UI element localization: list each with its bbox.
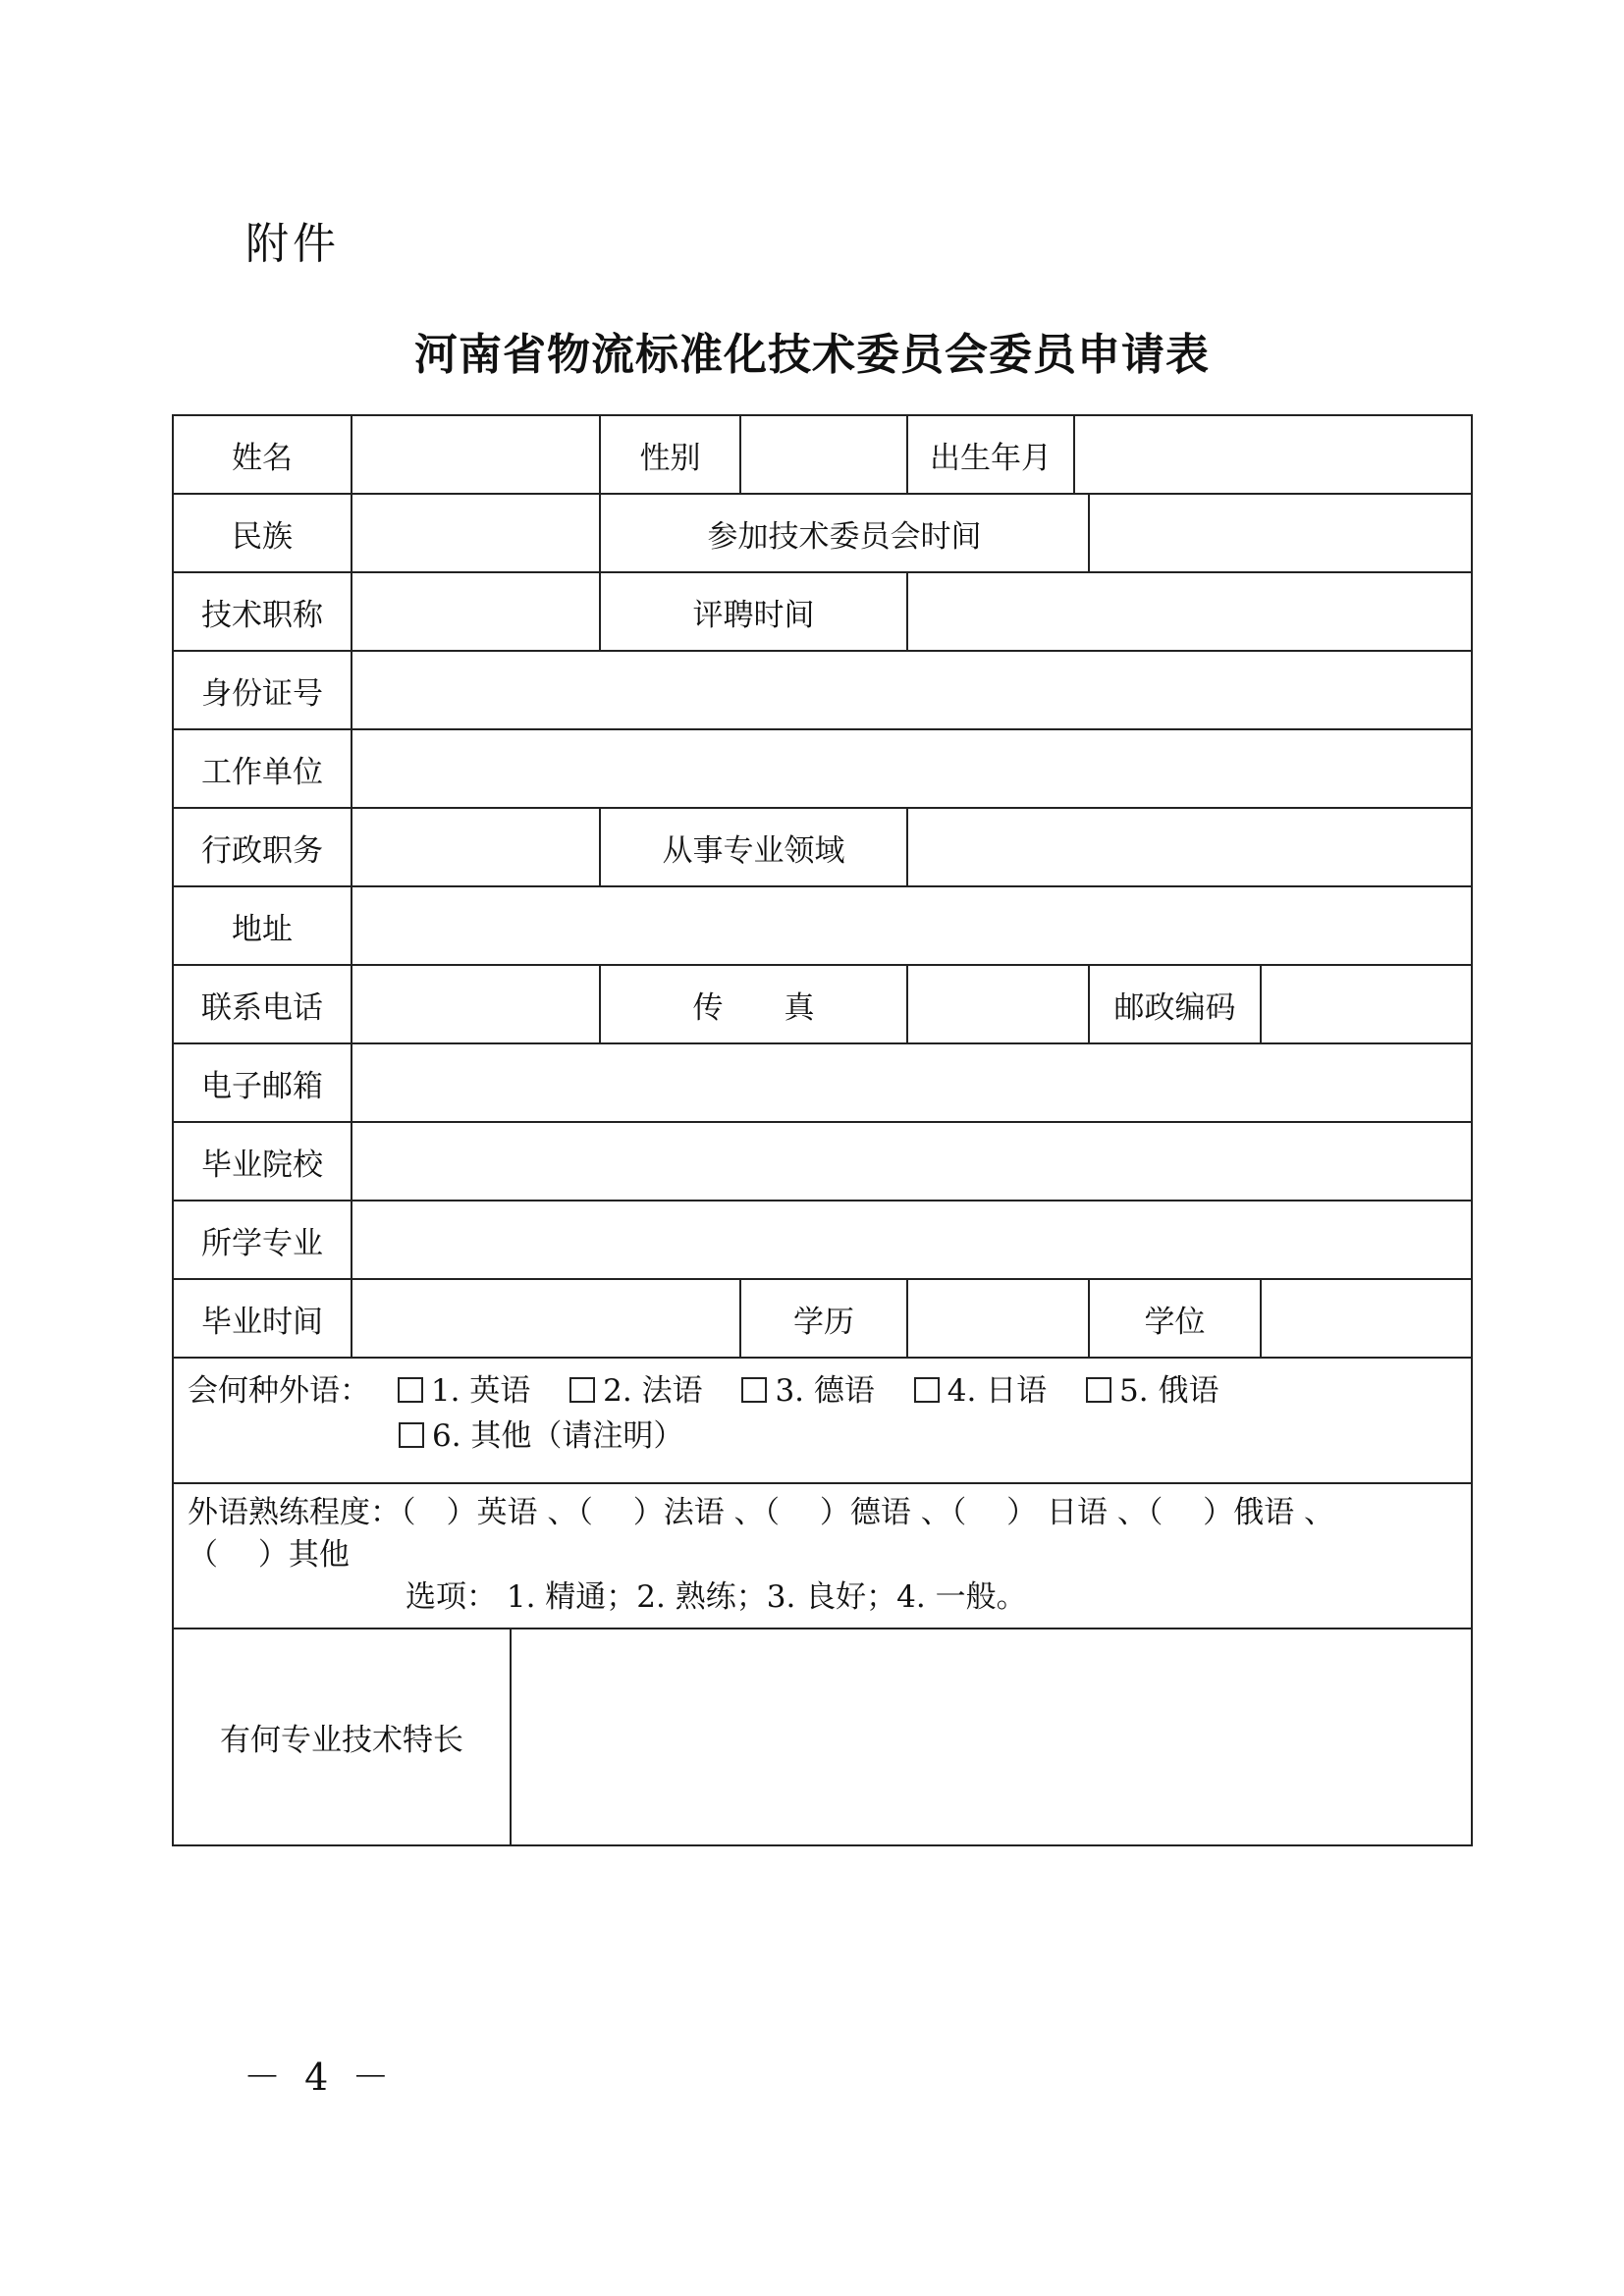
row-email xyxy=(173,1043,1472,1122)
phone-field[interactable] xyxy=(352,965,600,1043)
title-rank-field[interactable] xyxy=(352,572,600,651)
label-fax: 传 真 xyxy=(600,965,907,1043)
application-form-table xyxy=(172,414,1473,1846)
row-employer xyxy=(173,729,1472,808)
row-id-number xyxy=(173,651,1472,729)
language-option-german[interactable]: 3. 德语 xyxy=(741,1368,874,1414)
label-id-number: 身份证号 xyxy=(173,651,352,729)
address-field[interactable] xyxy=(352,886,1472,965)
major-field[interactable] xyxy=(352,1201,1472,1279)
language-option-japanese[interactable]: 4. 日语 xyxy=(914,1368,1047,1414)
checkbox-icon[interactable] xyxy=(741,1377,767,1403)
fax-field[interactable] xyxy=(907,965,1089,1043)
language-option-russian[interactable]: 5. 俄语 xyxy=(1086,1368,1218,1414)
label-join-time: 参加技术委员会时间 xyxy=(600,494,1089,572)
label-employer: 工作单位 xyxy=(173,729,352,808)
hire-time-field[interactable] xyxy=(907,572,1472,651)
row-proficiency xyxy=(173,1483,1472,1629)
row-admin-post xyxy=(173,808,1472,886)
label-school: 毕业院校 xyxy=(173,1122,352,1201)
row-title-rank xyxy=(173,572,1472,651)
education-field[interactable] xyxy=(907,1279,1089,1358)
proficiency-line-1[interactable]: 外语熟练程度：（ ）英语 、（ ）法语 、（ ）德语 、（ ） 日语 、（ ）俄语 、 xyxy=(188,1495,1335,1530)
label-hire-time: 评聘时间 xyxy=(600,572,907,651)
label-grad-time: 毕业时间 xyxy=(173,1279,352,1358)
label-address: 地址 xyxy=(173,886,352,965)
school-field[interactable] xyxy=(352,1122,1472,1201)
join-time-field[interactable] xyxy=(1089,494,1472,572)
label-field: 从事专业领域 xyxy=(600,808,907,886)
degree-field[interactable] xyxy=(1261,1279,1472,1358)
label-major: 所学专业 xyxy=(173,1201,352,1279)
checkbox-icon[interactable] xyxy=(1086,1377,1111,1403)
label-postcode: 邮政编码 xyxy=(1089,965,1261,1043)
checkbox-icon[interactable] xyxy=(569,1377,595,1403)
row-phone xyxy=(173,965,1472,1043)
language-option-english[interactable]: 1. 英语 xyxy=(398,1368,530,1414)
attachment-label: 附件 xyxy=(245,219,340,269)
label-ethnicity: 民族 xyxy=(173,494,352,572)
row-name xyxy=(173,415,1472,494)
row-ethnicity xyxy=(173,494,1472,572)
languages-label: 会何种外语： xyxy=(188,1373,370,1409)
id-number-field[interactable] xyxy=(352,651,1472,729)
proficiency-options: 选项： 1. 精通；2. 熟练；3. 良好；4. 一般。 xyxy=(406,1579,1027,1615)
label-birth: 出生年月 xyxy=(907,415,1074,494)
gender-field[interactable] xyxy=(740,415,907,494)
form-title: 河南省物流标准化技术委员会委员申请表 xyxy=(414,330,1210,380)
row-major xyxy=(173,1201,1472,1279)
row-specialty xyxy=(173,1629,1472,1845)
checkbox-icon[interactable] xyxy=(398,1377,423,1403)
birth-field[interactable] xyxy=(1074,415,1472,494)
label-admin-post: 行政职务 xyxy=(173,808,352,886)
languages-cell xyxy=(173,1358,1472,1483)
label-phone: 联系电话 xyxy=(173,965,352,1043)
grad-time-field[interactable] xyxy=(352,1279,740,1358)
row-grad-time xyxy=(173,1279,1472,1358)
row-school xyxy=(173,1122,1472,1201)
language-option-french[interactable]: 2. 法语 xyxy=(569,1368,702,1414)
label-email: 电子邮箱 xyxy=(173,1043,352,1122)
label-specialty: 有何专业技术特长 xyxy=(173,1629,511,1845)
proficiency-cell xyxy=(173,1483,1472,1629)
proficiency-line-2[interactable]: （ ）其他 xyxy=(188,1537,350,1573)
name-field[interactable] xyxy=(352,415,600,494)
label-gender: 性别 xyxy=(600,415,740,494)
page-number: － 4 － xyxy=(244,2056,396,2099)
row-address xyxy=(173,886,1472,965)
label-education: 学历 xyxy=(740,1279,907,1358)
label-title-rank: 技术职称 xyxy=(173,572,352,651)
email-field[interactable] xyxy=(352,1043,1472,1122)
label-degree: 学位 xyxy=(1089,1279,1261,1358)
field-field[interactable] xyxy=(907,808,1472,886)
specialty-field[interactable] xyxy=(511,1629,1472,1845)
postcode-field[interactable] xyxy=(1261,965,1472,1043)
checkbox-icon[interactable] xyxy=(914,1377,940,1403)
ethnicity-field[interactable] xyxy=(352,494,600,572)
checkbox-icon[interactable] xyxy=(399,1422,424,1448)
employer-field[interactable] xyxy=(352,729,1472,808)
language-option-other[interactable]: 6. 其他（请注明） xyxy=(399,1414,683,1459)
admin-post-field[interactable] xyxy=(352,808,600,886)
label-name: 姓名 xyxy=(173,415,352,494)
row-languages xyxy=(173,1358,1472,1483)
